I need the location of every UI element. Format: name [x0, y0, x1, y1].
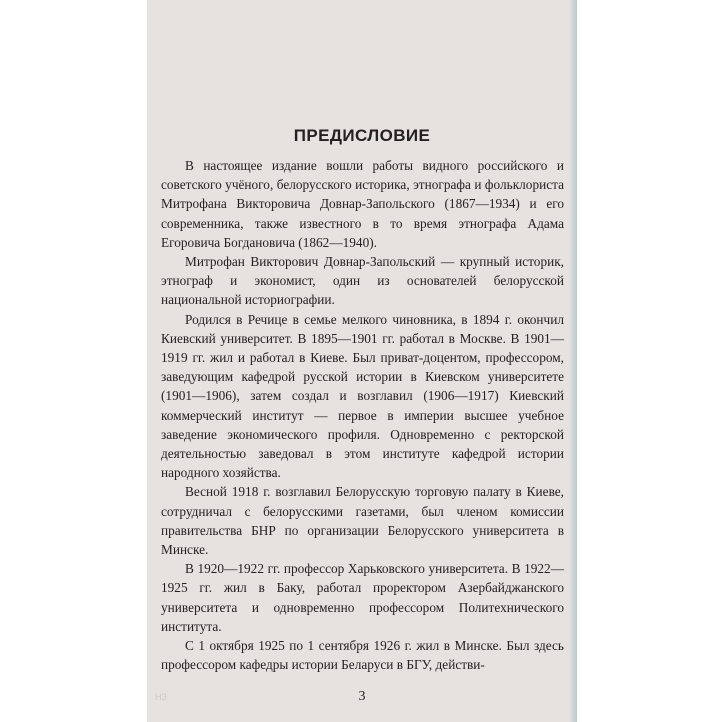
paragraph: Родился в Речице в семье мелкого чиновника, в 1894 г. окончил Киевский университет. В 1895—1901 гг. работал в Москве. В 1901—1919 гг. жил и работал в Киеве. Был приват-доцентом, профессором, заведующим кафедрой русской истории в Киевском университете (1901—1906), затем создал и возглавил (1906—1917) Киевский коммерческий институт — первое в империи высшее учебное заведение экономического профиля. Одновременно с ректорской деятельностью заведовал в этом институте кафедрой истории народного хозяйства. — [161, 311, 564, 481]
page-number: 3 — [358, 689, 366, 704]
book-page — [147, 0, 577, 722]
corner-mark: НЗ — [155, 692, 167, 702]
paragraph: В настоящее издание вошли работы видного российского и советского учёного, белорусского историка, этнографа и фольклориста Митрофана Викторовича Довнар-Запольского (1867—1934) и его современника, также известного в то время этнографа Адама Егоровича Богдановича (1862—1940). — [161, 158, 564, 250]
paragraph: В 1920—1922 гг. профессор Харьковского университета. В 1922—1925 гг. жил в Баку, работал проректором Азербайджанского университета и одновременно профессором Политехнического института. — [161, 561, 564, 634]
body-text — [161, 156, 564, 674]
paragraph: Митрофан Викторович Довнар-Запольский — крупный историк, этнограф и экономист, один из основателей белорусской национальной историографии. — [161, 254, 564, 308]
paragraph: С 1 октября 1925 по 1 сентября 1926 г. жил в Минске. Был здесь профессором кафедры истории Беларуси в БГУ, действи- — [161, 638, 564, 673]
paragraph: Весной 1918 г. возглавил Белорусскую торговую палату в Киеве, сотрудничал с белорусскими газетами, был членом комиссии правительства БНР по организации Белорусского университета в Минске. — [161, 484, 564, 558]
page-title: ПРЕДИСЛОВИЕ — [293, 126, 431, 145]
page-edge-shadow — [569, 0, 577, 722]
